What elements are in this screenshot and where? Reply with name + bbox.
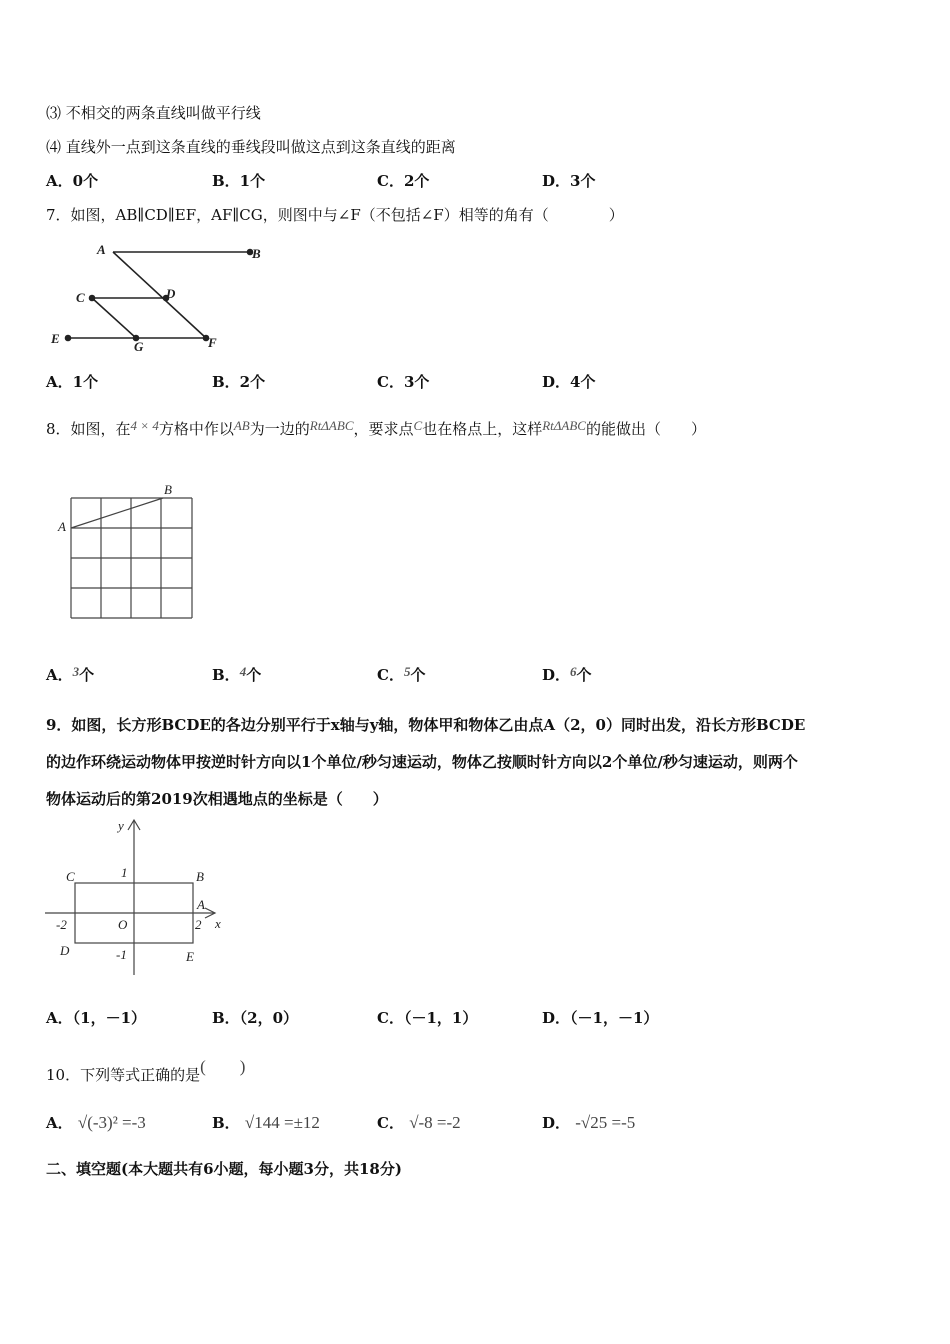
q10-option-b: B． √144 =±12 <box>212 1113 320 1132</box>
q6-option-a: A．0个 <box>46 172 99 190</box>
label-a: A <box>58 519 66 534</box>
figure-label: -2 <box>56 917 67 932</box>
figure-label: A <box>197 897 205 912</box>
q10-option-d: D． -√25 =-5 <box>542 1113 636 1132</box>
statement-4: ⑷ 直线外一点到这条直线的垂线段叫做这点到这条直线的距离 <box>46 138 456 156</box>
figure-label: D <box>60 943 70 958</box>
figure-label: O <box>118 917 128 932</box>
statement-3: ⑶ 不相交的两条直线叫做平行线 <box>46 104 261 122</box>
label-g: G <box>134 339 144 354</box>
label-e: E <box>51 331 60 346</box>
q7-option-a: A．1个 <box>46 373 99 391</box>
q8-option-c: C．5个 <box>377 664 426 684</box>
label-b: B <box>252 246 261 261</box>
q7-text: 7．如图，AB∥CD∥EF，AF∥CG，则图中与∠F（不包括∠F）相等的角有（ ） <box>46 206 624 224</box>
label-d: D <box>166 286 176 301</box>
figure-label: C <box>66 869 75 884</box>
q10-option-c: C． √-8 =-2 <box>377 1113 461 1132</box>
label-a: A <box>97 242 106 257</box>
section-2-heading: 二、填空题(本大题共有6小题，每小题3分，共18分) <box>46 1160 402 1178</box>
q7-figure <box>0 0 300 360</box>
q9-line-2: 的边作环绕运动物体甲按逆时针方向以1个单位/秒匀速运动，物体乙按顺时针方向以2个单位/秒匀速运动，则两个 <box>46 753 798 771</box>
figure-label: B <box>196 869 204 884</box>
q9-option-d: D．（－1，－1） <box>542 1009 659 1027</box>
q10-text: 10．下列等式正确的是( ) <box>46 1057 246 1084</box>
q10-option-a: A． √(-3)² =-3 <box>46 1113 146 1132</box>
q9-line-3: 物体运动后的第2019次相遇地点的坐标是（ ） <box>46 790 388 808</box>
q6-option-d: D．3个 <box>542 172 596 190</box>
q6-option-b: B．1个 <box>212 172 266 190</box>
figure-label: y <box>118 818 124 833</box>
q7-option-c: C．3个 <box>377 373 430 391</box>
figure-label: -1 <box>116 947 127 962</box>
q7-option-d: D．4个 <box>542 373 596 391</box>
label-f: F <box>208 335 217 350</box>
q9-coordinate-figure <box>0 810 240 980</box>
q9-option-c: C．（－1，1） <box>377 1009 478 1027</box>
q6-option-c: C．2个 <box>377 172 430 190</box>
q8-option-a: A．3个 <box>46 664 95 684</box>
figure-label: x <box>215 916 221 931</box>
label-c: C <box>76 290 85 305</box>
q7-option-b: B．2个 <box>212 373 266 391</box>
q9-option-a: A．（1，－1） <box>46 1009 147 1027</box>
figure-label: E <box>186 949 194 964</box>
q8-grid-figure <box>0 470 220 630</box>
q9-line-1: 9．如图，长方形BCDE的各边分别平行于x轴与y轴，物体甲和物体乙由点A（2，0）同时出发，沿长方形BCDE <box>46 716 806 734</box>
figure-label: 2 <box>195 917 202 932</box>
q8-option-d: D．6个 <box>542 664 592 684</box>
q8-option-b: B．4个 <box>212 664 262 684</box>
figure-label: 1 <box>121 865 128 880</box>
q8-text: 8．如图，在4 × 4方格中作以AB为一边的RtΔABC，要求点C也在格点上，这样RtΔABC的能做出（ ） <box>46 418 706 438</box>
label-b: B <box>164 482 172 497</box>
q9-option-b: B．（2，0） <box>212 1009 299 1027</box>
